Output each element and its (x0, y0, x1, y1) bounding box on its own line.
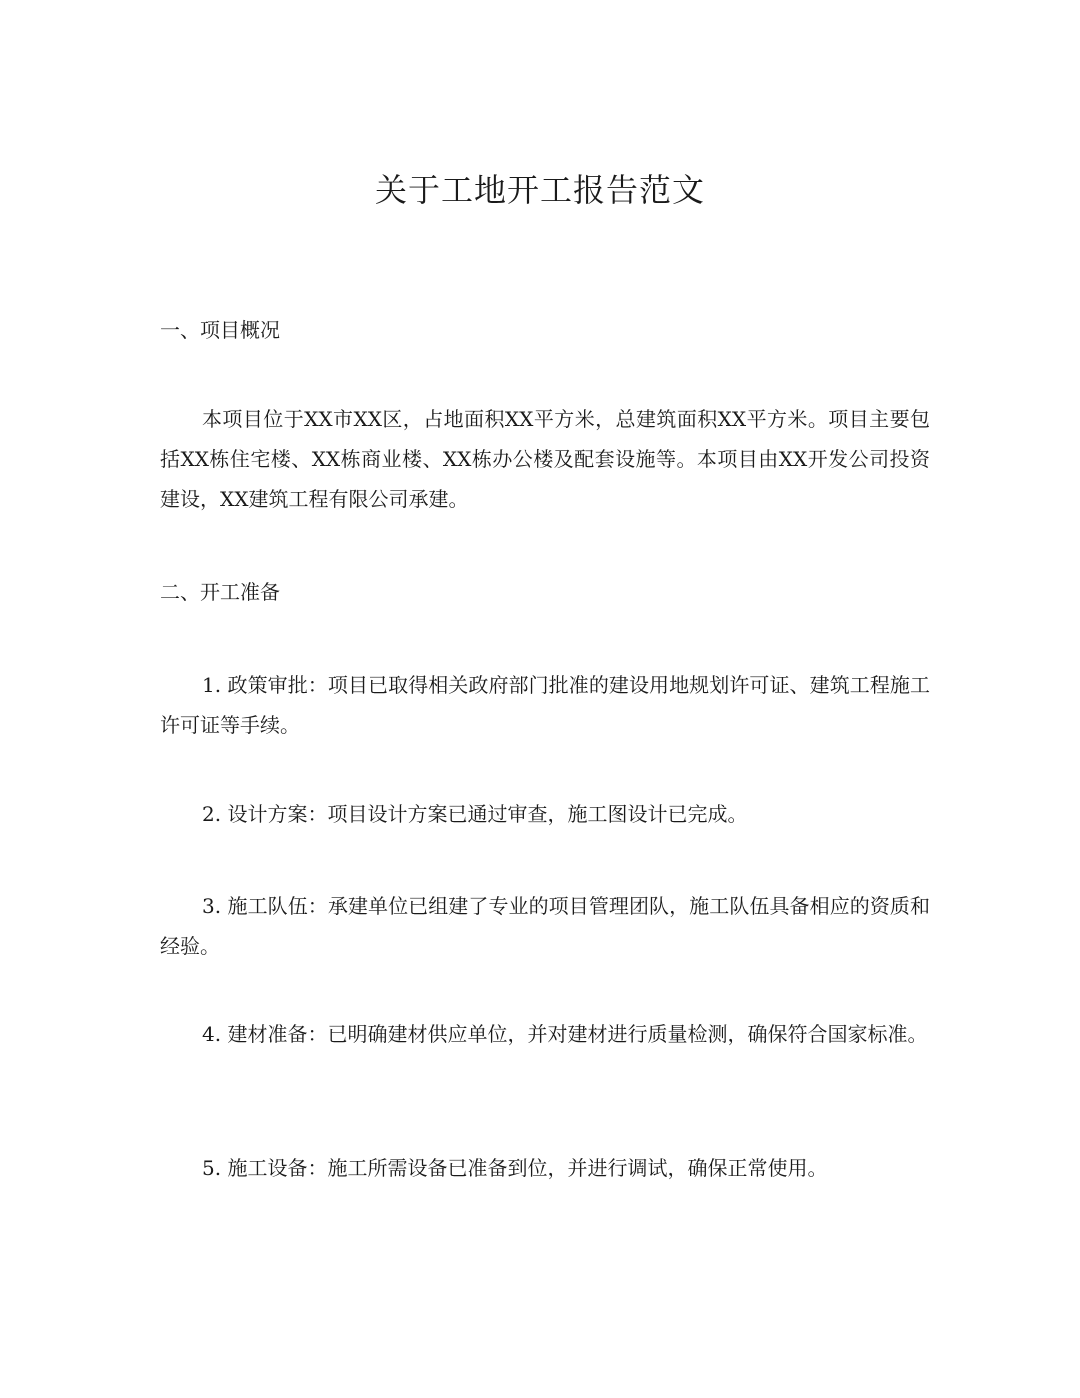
section-heading-project-overview: 一、项目概况 (160, 318, 280, 342)
preparation-item-equipment: 5. 施工设备：施工所需设备已准备到位，并进行调试，确保正常使用。 (202, 1156, 828, 1180)
preparation-item-policy-approval: 1. 政策审批：项目已取得相关政府部门批准的建设用地规划许可证、建筑工程施工许可证等手续。 (160, 673, 930, 737)
section-heading-preparation: 二、开工准备 (160, 580, 280, 604)
document-title: 关于工地开工报告范文 (374, 171, 705, 209)
preparation-item-construction-team: 3. 施工队伍：承建单位已组建了专业的项目管理团队，施工队伍具备相应的资质和经验。 (160, 894, 930, 958)
preparation-item-materials: 4. 建材准备：已明确建材供应单位，并对建材进行质量检测，确保符合国家标准。 (202, 1022, 928, 1046)
preparation-item-design-plan: 2. 设计方案：项目设计方案已通过审查，施工图设计已完成。 (202, 802, 748, 826)
project-overview-paragraph: 本项目位于XX市XX区，占地面积XX平方米，总建筑面积XX平方米。项目主要包括XX栋住宅楼、XX栋商业楼、XX栋办公楼及配套设施等。本项目由XX开发公司投资建设，XX建筑工程有限公司承建。 (160, 407, 930, 511)
